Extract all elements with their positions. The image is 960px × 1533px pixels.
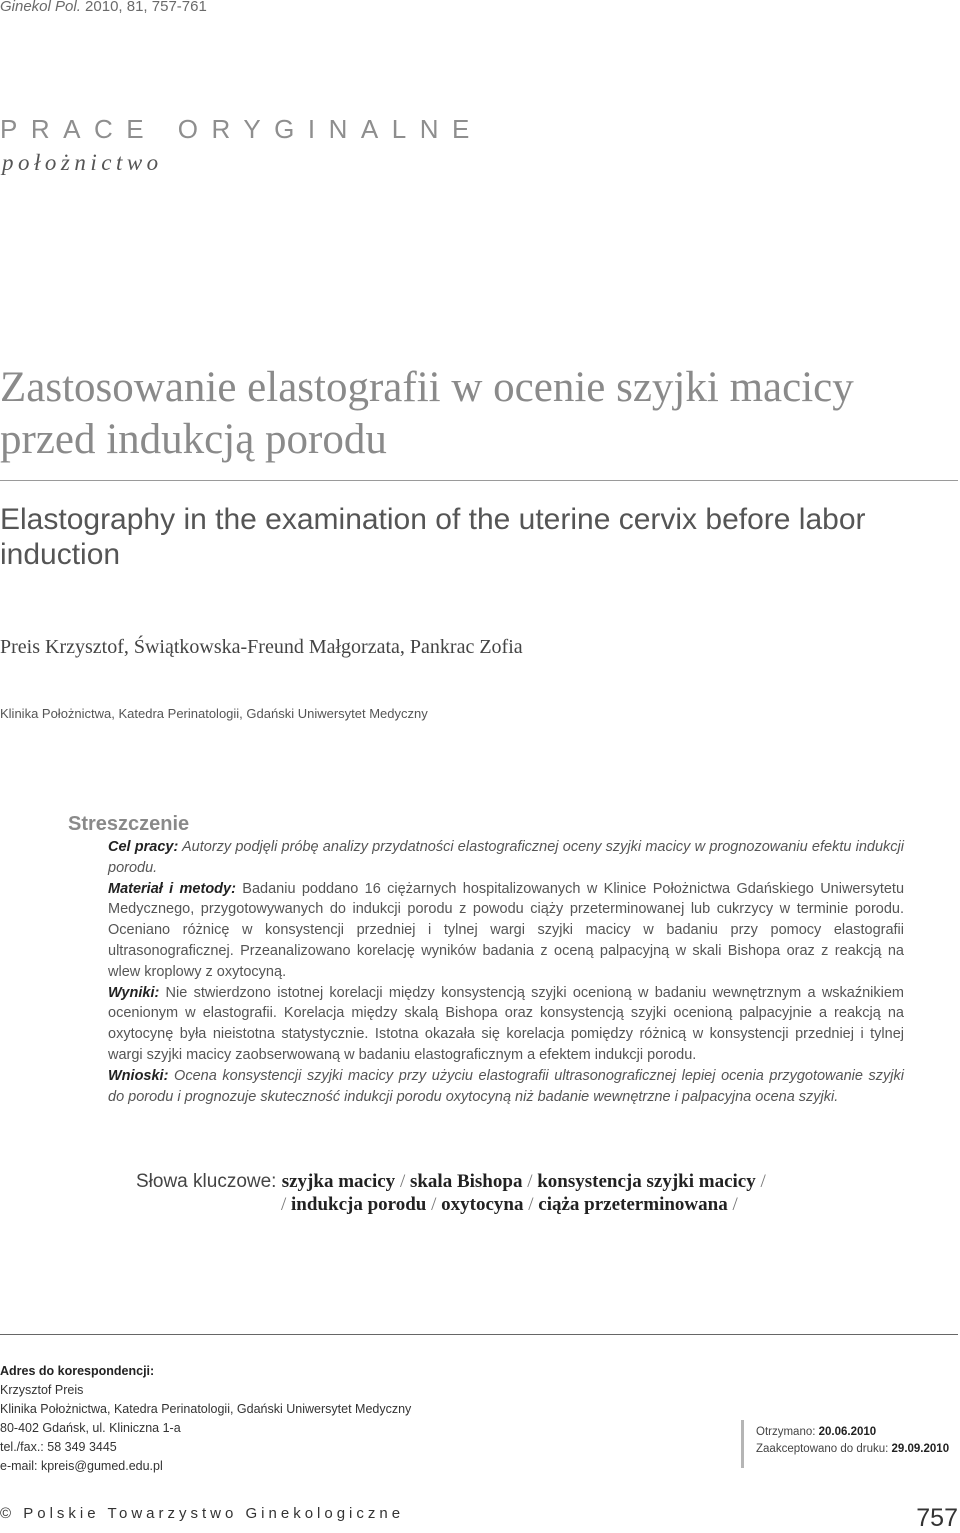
correspondence <box>0 1362 411 1476</box>
keyword: oxytocyna <box>441 1194 524 1215</box>
keyword-separator: / <box>431 1194 437 1215</box>
received-value: 20.06.2010 <box>818 1426 877 1438</box>
abstract-results <box>108 983 904 1066</box>
keyword: szyjka macicy <box>281 1171 396 1192</box>
affiliation: Klinika Położnictwa, Katedra Perinatologii, Gdański Uniwersytet Medyczny <box>0 706 428 721</box>
keyword: indukcja porodu <box>291 1194 427 1215</box>
abstract-body <box>108 837 904 1107</box>
section-sublabel: położnictwo <box>2 150 163 175</box>
accepted-value: 29.09.2010 <box>891 1443 950 1455</box>
publisher-line <box>0 1505 404 1522</box>
dates <box>756 1424 949 1458</box>
journal-name: Ginekol Pol. <box>0 0 81 15</box>
keyword-separator: / <box>760 1171 766 1192</box>
authors: Preis Krzysztof, Świątkowska-Freund Małgorzata, Pankrac Zofia <box>0 636 523 658</box>
keywords-line-1 <box>136 1170 896 1193</box>
abstract-aim <box>108 837 904 879</box>
correspondence-email: e-mail: kpreis@gumed.edu.pl <box>0 1459 163 1473</box>
abstract-heading: Streszczenie <box>68 813 190 835</box>
methods-text: Badaniu poddano 16 ciężarnych hospitalizowanych w Klinice Położnictwa Gdańskiego Uniwersytetu Medycznego, przygotowywanych do indukcji porodu z powodu ciąży przeterminowanej lub cukrzycy w terminie porodu. Oceniano różnicę w konsystencji przedniej i tylnej wargi szyjki macicy w badaniu przy pomocy elastografii ultrasonograficznej. Przeanalizowano korelację wyników badania z oceną palpacyjną w skali Bishopa oraz z reakcją na wlew kroplowy z oxytocyną. <box>108 880 905 980</box>
keyword: konsystencja szyjki macicy <box>537 1171 756 1192</box>
accepted-date <box>756 1441 949 1458</box>
page-number: 757 <box>916 1504 958 1532</box>
publisher-name: Polskie Towarzystwo Ginekologiczne <box>23 1505 405 1522</box>
abstract-conclusions <box>108 1066 904 1108</box>
keyword-separator: / <box>527 1171 533 1192</box>
correspondence-line: Krzysztof Preis <box>0 1383 84 1397</box>
aim-text: Autorzy podjęli próbę analizy przydatności elastograficznej oceny szyjki macicy w prognozowaniu efektu indukcji porodu. <box>108 839 904 876</box>
conclusions-label: Wnioski: <box>108 1067 169 1084</box>
keyword-separator: / <box>528 1194 534 1215</box>
title-divider <box>0 480 958 481</box>
keyword-separator: / <box>399 1171 406 1192</box>
keyword: ciąża przeterminowana <box>538 1194 728 1215</box>
keyword: skala Bishopa <box>409 1171 523 1192</box>
dates-bar <box>741 1420 744 1468</box>
aim-label: Cel pracy: <box>108 839 179 855</box>
accepted-label: Zaakceptowano do druku: <box>756 1443 892 1455</box>
keyword-separator: / <box>281 1194 287 1215</box>
title-english: Elastography in the examination of the uterine cervix before labor induction <box>0 503 866 571</box>
citation: 2010, 81, 757-761 <box>80 0 207 15</box>
conclusions-text: Ocena konsystencji szyjki macicy przy użyciu elastografii ultrasonograficznej lepiej ocenia przygotowanie szyjki do porodu i prognozuje skuteczność indukcji porodu oxytocyną niż badanie wewnętrzne i palpacyjna ocena szyjki. <box>108 1067 904 1105</box>
keywords-label: Słowa kluczowe: <box>136 1171 282 1192</box>
received-date <box>756 1424 949 1441</box>
correspondence-heading: Adres do korespondencji: <box>0 1364 155 1378</box>
results-label: Wyniki: <box>108 984 160 1001</box>
keywords-line-2 <box>136 1193 896 1216</box>
section-label: PRACE ORYGINALNE <box>0 114 483 144</box>
copyright-icon: © <box>0 1505 16 1522</box>
methods-label: Materiał i metody: <box>108 880 236 897</box>
running-head <box>0 0 207 15</box>
footer-divider <box>0 1334 958 1335</box>
keyword-separator: / <box>732 1194 738 1215</box>
received-label: Otrzymano: <box>756 1426 819 1438</box>
results-text: Nie stwierdzono istotnej korelacji między konsystencją szyjki ocenioną w badaniu wewnętrznym a wskaźnikiem ocenionym w elastografii. Korelacja między skalą Bishopa oraz konsystencją szyjki ocenioną palpacyjnie a reakcją na oxytocynę była nieistotna statystycznie. Istotna okazała się korelacja pomiędzy różnicą w konsystencji przedniej i tylnej wargi szyjki macicy zaobserwowaną w badaniu elastograficznym a efektem indukcji porodu. <box>108 984 904 1063</box>
correspondence-line: tel./fax.: 58 349 3445 <box>0 1440 117 1454</box>
keywords <box>136 1170 896 1216</box>
abstract-methods <box>108 879 904 983</box>
correspondence-line: Klinika Położnictwa, Katedra Perinatologii, Gdański Uniwersytet Medyczny <box>0 1402 412 1416</box>
correspondence-line: 80-402 Gdańsk, ul. Kliniczna 1-a <box>0 1421 181 1435</box>
title-polish: Zastosowanie elastografii w ocenie szyjki macicy przed indukcją porodu <box>0 364 854 463</box>
